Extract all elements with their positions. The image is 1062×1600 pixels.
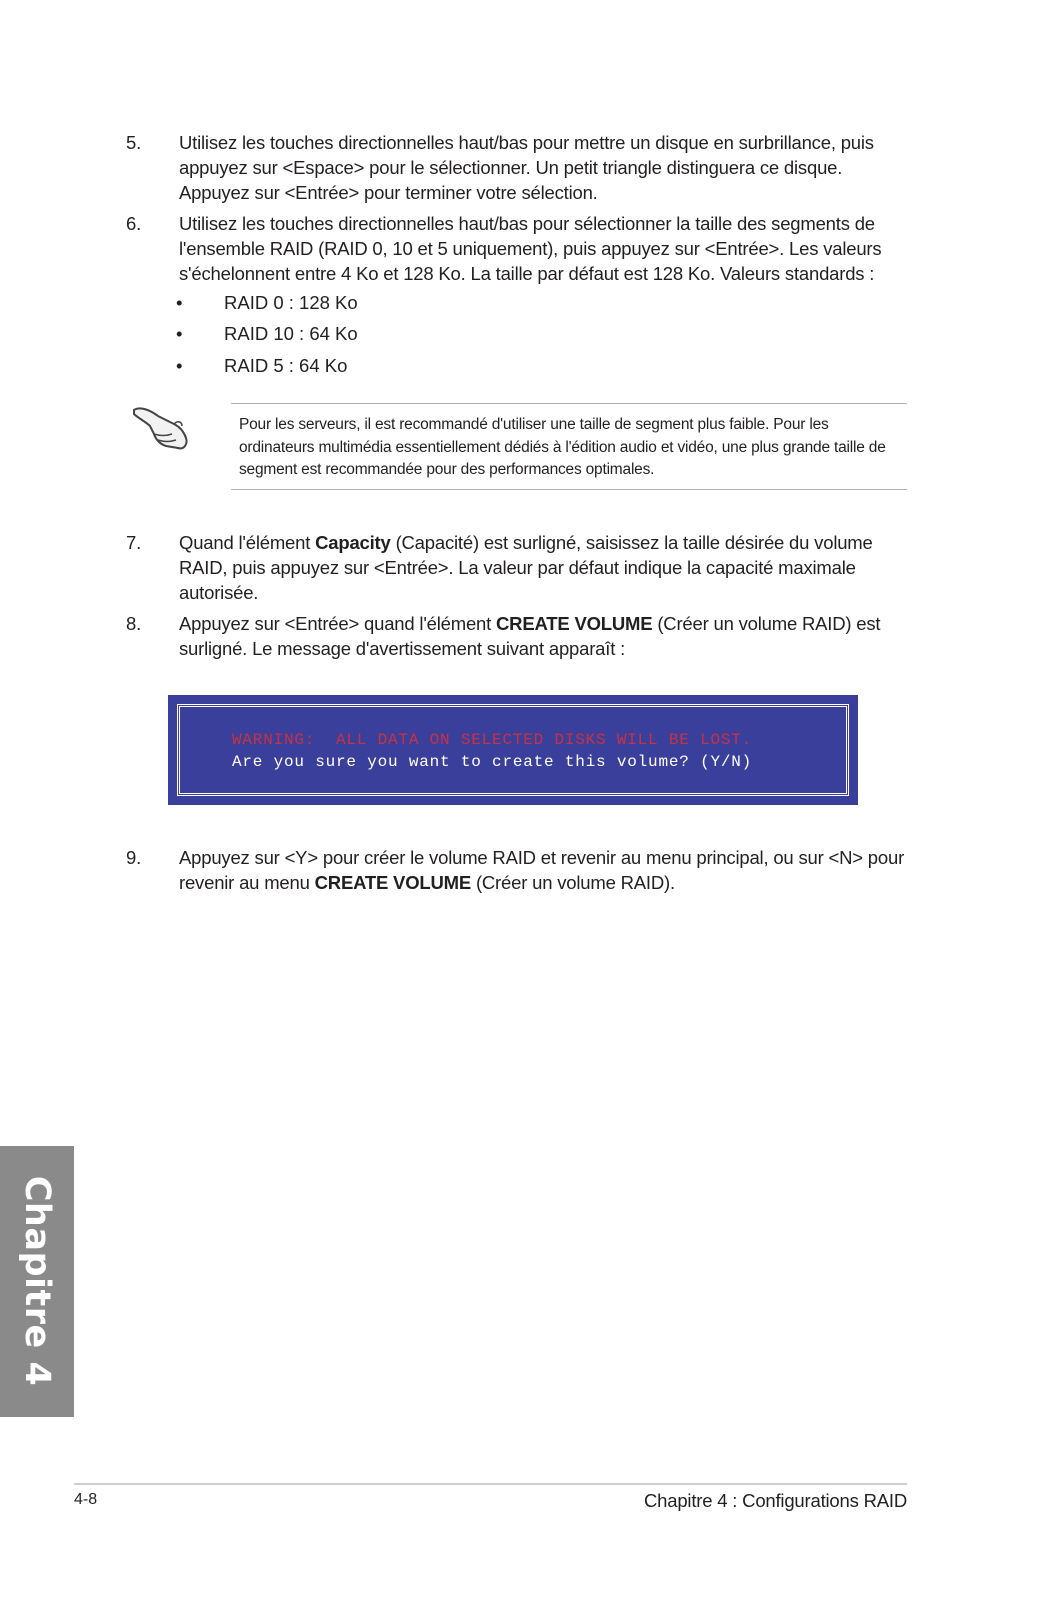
step-number: 8. bbox=[126, 613, 142, 634]
dialog-frame bbox=[177, 704, 849, 796]
step-text: Utilisez les touches directionnelles haut/bas pour sélectionner la taille des segments de l'ensemble RAID (RAID 0, 10 et 5 uniquement), puis appuyez sur <Entrée>. Les valeurs s'échelonnent entre 4 Ko et 128 Ko. La taille par défaut est 128 Ko. Valeurs standards : bbox=[179, 213, 882, 284]
ui-term: Capacity bbox=[315, 532, 391, 553]
pointing-hand-icon bbox=[130, 402, 192, 452]
step-text: Quand l'élément Capacity (Capacité) est surligné, saisissez la taille désirée du volume RAID, puis appuyez sur <Entrée>. La valeur par défaut indique la capacité maximale autorisée. bbox=[179, 532, 873, 603]
step-text: Appuyez sur <Entrée> quand l'élément CREATE VOLUME (Créer un volume RAID) est surligné. Le message d'avertissement suivant apparaît : bbox=[179, 613, 881, 659]
step-5 bbox=[126, 130, 916, 205]
footer-title: Chapitre 4 : Configurations RAID bbox=[643, 1490, 907, 1511]
note-box bbox=[231, 403, 907, 490]
chapter-tab bbox=[0, 1146, 74, 1417]
step-number: 5. bbox=[126, 132, 142, 153]
bullet-icon: • bbox=[176, 355, 183, 376]
bullet-icon: • bbox=[176, 323, 183, 344]
step-number: 6. bbox=[126, 213, 142, 234]
confirm-prompt: Are you sure you want to create this volume? (Y/N) bbox=[232, 753, 753, 771]
step-7 bbox=[126, 530, 916, 605]
page-number: 4-8 bbox=[74, 1491, 98, 1508]
ui-term: CREATE VOLUME bbox=[314, 872, 471, 893]
note-text: Pour les serveurs, il est recommandé d'utiliser une taille de segment plus faible. Pour les ordinateurs multimédia essentiellement dédiés à l'édition audio et vidéo, une plus grande taille de segment est recommandée pour des performances optimales. bbox=[239, 416, 886, 478]
step-text: Utilisez les touches directionnelles haut/bas pour mettre un disque en surbrillance, puis appuyez sur <Espace> pour le sélectionner. Un petit triangle distinguera ce disque. Appuyez sur <Entrée> pour terminer votre sélection. bbox=[179, 132, 874, 203]
warning-message: WARNING: ALL DATA ON SELECTED DISKS WILL BE LOST. bbox=[232, 731, 753, 749]
chapter-tab-label: Chapitre 4 bbox=[17, 1175, 57, 1387]
bios-warning-dialog bbox=[168, 695, 858, 805]
list-item-text: RAID 5 : 64 Ko bbox=[224, 355, 348, 376]
step-8 bbox=[126, 611, 916, 661]
footer-divider bbox=[74, 1483, 907, 1485]
list-item-text: RAID 10 : 64 Ko bbox=[224, 323, 358, 344]
step-number: 7. bbox=[126, 532, 142, 553]
step-6 bbox=[126, 211, 916, 286]
bullet-icon: • bbox=[176, 292, 183, 313]
list-item-text: RAID 0 : 128 Ko bbox=[224, 292, 358, 313]
step-text: Appuyez sur <Y> pour créer le volume RAID et revenir au menu principal, ou sur <N> pour revenir au menu CREATE VOLUME (Créer un volume RAID). bbox=[179, 847, 905, 893]
step-number: 9. bbox=[126, 847, 142, 868]
ui-term: CREATE VOLUME bbox=[496, 613, 653, 634]
step-9 bbox=[126, 845, 916, 895]
